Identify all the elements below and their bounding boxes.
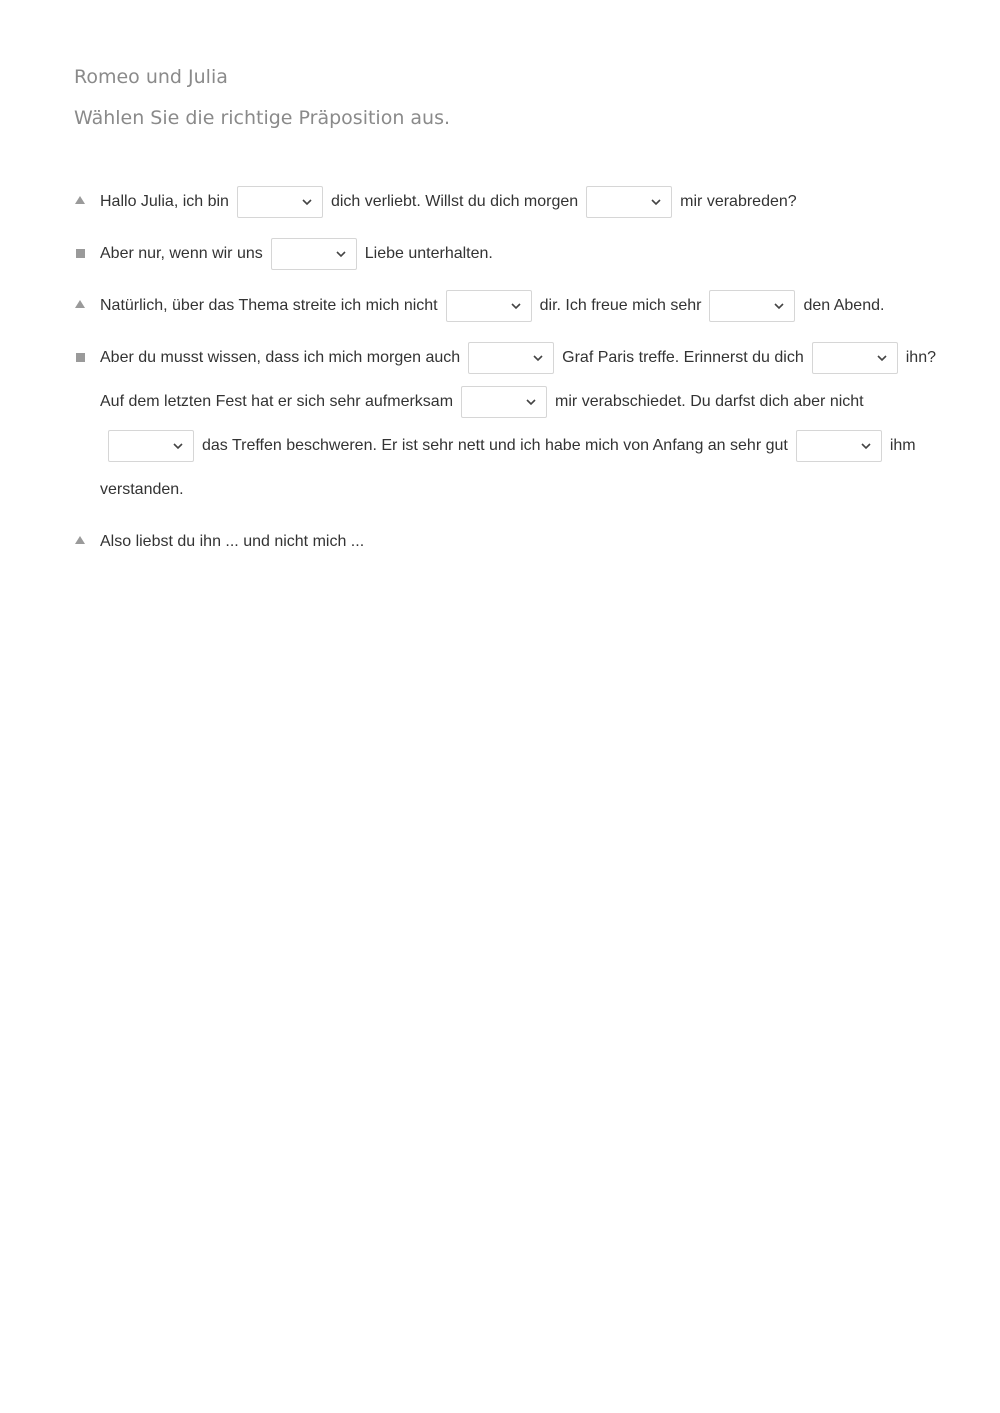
line-text: Natürlich, über das Thema streite ich mich nicht xyxy=(100,297,438,314)
chevron-down-icon xyxy=(301,196,313,208)
chevron-down-icon xyxy=(860,440,872,452)
preposition-select[interactable] xyxy=(237,186,323,218)
dialogue-line xyxy=(74,180,944,224)
line-text: mir verabreden? xyxy=(680,193,797,210)
chevron-down-icon xyxy=(335,248,347,260)
line-text: mir verabschiedet. Du darfst dich aber nicht xyxy=(555,393,864,410)
preposition-select[interactable] xyxy=(461,386,547,418)
speaker-triangle-icon xyxy=(75,536,85,544)
line-text: den Abend. xyxy=(803,297,885,314)
preposition-select[interactable] xyxy=(108,430,194,462)
line-text: das Treffen beschweren. Er ist sehr nett und ich habe mich von Anfang an sehr gut xyxy=(202,437,788,454)
line-text: Also liebst du ihn ... und nicht mich ... xyxy=(100,533,365,550)
chevron-down-icon xyxy=(172,440,184,452)
preposition-select[interactable] xyxy=(812,342,898,374)
line-text: Hallo Julia, ich bin xyxy=(100,193,229,210)
chevron-down-icon xyxy=(525,396,537,408)
line-text: Aber du musst wissen, dass ich mich morgen auch xyxy=(100,349,461,366)
chevron-down-icon xyxy=(510,300,522,312)
dialogue-line xyxy=(74,520,944,564)
chevron-down-icon xyxy=(650,196,662,208)
speaker-triangle-icon xyxy=(75,196,85,204)
dialogue-line xyxy=(74,232,944,276)
preposition-select[interactable] xyxy=(586,186,672,218)
line-text: Aber nur, wenn wir uns xyxy=(100,245,263,262)
preposition-select[interactable] xyxy=(446,290,532,322)
dialogue-line xyxy=(74,336,944,512)
chevron-down-icon xyxy=(876,352,888,364)
preposition-select[interactable] xyxy=(796,430,882,462)
line-text: dir. Ich freue mich sehr xyxy=(539,297,702,314)
preposition-select[interactable] xyxy=(271,238,357,270)
page-title: Romeo und Julia xyxy=(74,66,228,88)
chevron-down-icon xyxy=(532,352,544,364)
instruction-text: Wählen Sie die richtige Präposition aus. xyxy=(74,107,451,129)
speaker-square-icon xyxy=(76,249,85,258)
line-text: Graf Paris treffe. Erinnerst du dich xyxy=(562,349,804,366)
dialogue xyxy=(74,180,944,572)
dialogue-line xyxy=(74,284,944,328)
preposition-select[interactable] xyxy=(709,290,795,322)
line-text: ihn? Auf dem letzten Fest hat er sich sehr aufmerksam xyxy=(100,349,936,410)
speaker-square-icon xyxy=(76,353,85,362)
line-text: ihm verstanden. xyxy=(100,437,916,498)
line-text: dich verliebt. Willst du dich morgen xyxy=(330,193,579,210)
line-text: Liebe unterhalten. xyxy=(364,245,493,262)
chevron-down-icon xyxy=(773,300,785,312)
speaker-triangle-icon xyxy=(75,300,85,308)
preposition-select[interactable] xyxy=(468,342,554,374)
